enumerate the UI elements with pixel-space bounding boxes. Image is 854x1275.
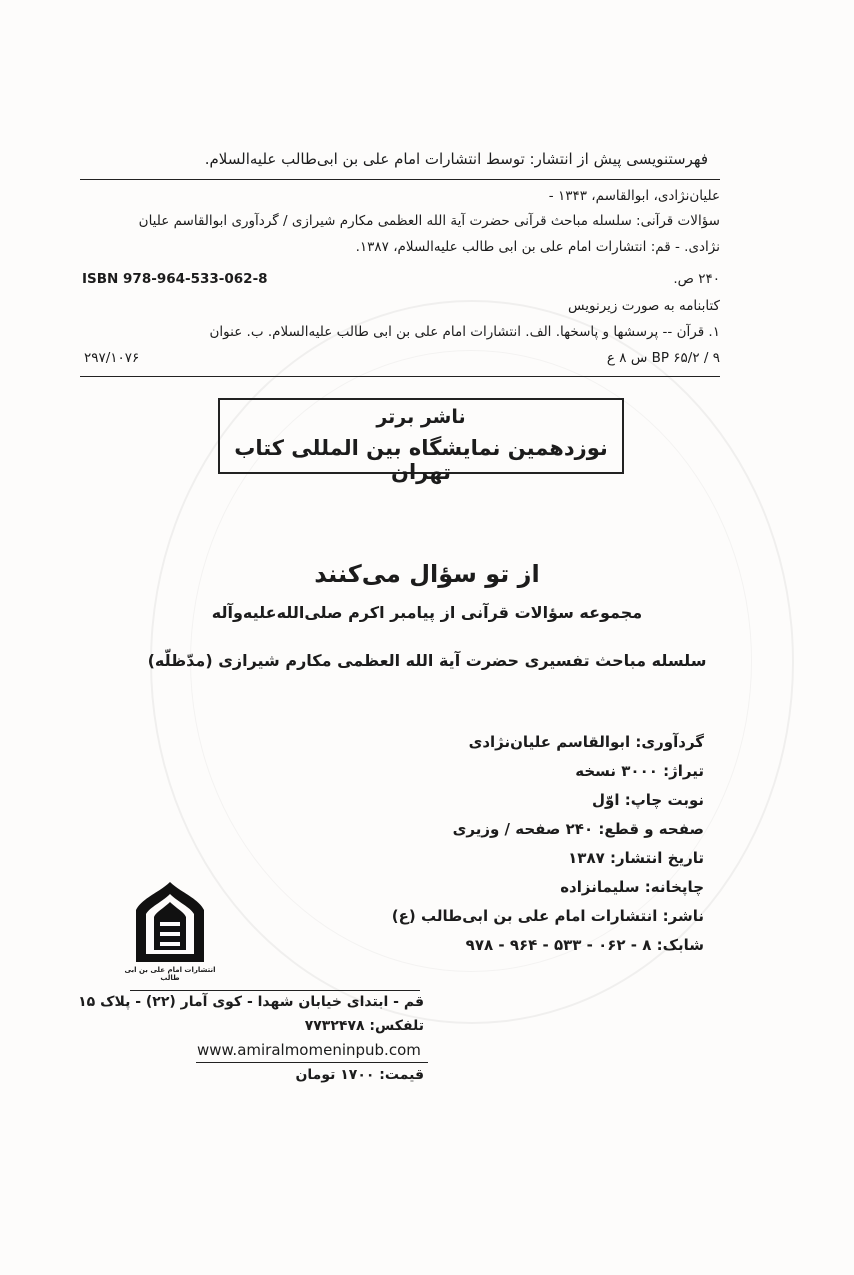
detail-print-run: تیراژ: ۳۰۰۰ نسخه [575,762,704,780]
cip-author: علیان‌نژادی، ابوالقاسم، ۱۳۴۳ - [548,188,720,204]
award-box [218,398,624,484]
cip-publication: نژادی. - قم: انتشارات امام علی بن ابی طالب علیه‌السلام، ۱۳۸۷. [355,239,720,255]
cip-top-rule [80,179,720,180]
book-series: سلسله مباحث تفسیری حضرت آیة الله العظمی مکارم شیرازی (مدّظلّه) [147,651,707,670]
publisher-logo-icon [124,880,216,982]
detail-printer: چاپخانه: سلیمانزاده [560,878,704,896]
cip-lc-class: BP ۶۵/۲ / ۹ س ۸ ع [606,350,720,366]
award-line2: نوزدهمین نمایشگاه بین المللی کتاب تهران [234,436,608,484]
cip-title: سؤالات قرآنی: سلسله مباحث قرآنی حضرت آیة الله العظمی مکارم شیرازی / گردآوری ابوالقاسم علیان [138,213,720,229]
footer-phone: تلفکس: ۷۷۳۲۴۷۸ [304,1018,424,1034]
cip-subjects: ۱. قرآن -- پرسشها و پاسخها. الف. انتشارات امام علی بن ابی طالب علیه‌السلام. ب. عنوان [209,324,720,340]
cip-bottom-rule [80,376,720,377]
award-line1: ناشر برتر [376,406,466,428]
footer-price: قیمت: ۱۷۰۰ تومان [295,1067,424,1083]
footer-website[interactable]: www.amiralmomeninpub.com [197,1041,421,1059]
detail-edition: نوبت چاپ: اوّل [592,791,704,809]
footer-mid-rule [196,1062,428,1063]
cip-notes: کتابنامه به صورت زیرنویس [568,298,720,314]
cip-header: فهرستنویسی پیش از انتشار: توسط انتشارات امام علی بن ابی‌طالب علیه‌السلام. [204,150,708,168]
logo-caption: انتشارات امام علی بن ابی طالب [124,966,216,982]
footer-top-rule [130,990,420,991]
detail-isbn: شابک: ۸ - ۰۶۲ - ۵۳۳ - ۹۶۴ - ۹۷۸ [465,936,704,954]
detail-publisher: ناشر: انتشارات امام علی بن ابی‌طالب (ع) [391,907,704,925]
book-subtitle: مجموعه سؤالات قرآنی از پیامبر اکرم صلی‌الله‌علیه‌وآله [211,603,643,622]
book-title: از تو سؤال می‌کنند [314,560,540,588]
cip-dewey: ۲۹۷/۱۰۷۶ [84,350,140,366]
detail-date: تاریخ انتشار: ۱۳۸۷ [568,849,704,867]
detail-format: صفحه و قطع: ۲۴۰ صفحه / وزیری [452,820,704,838]
detail-compiler: گردآوری: ابوالقاسم علیان‌نژادی [468,733,704,751]
footer-address: قم - ابتدای خیابان شهدا - کوی آمار (۲۲) - پلاک ۱۵ [78,994,424,1010]
cip-pages: ۲۴۰ ص. [673,271,720,287]
cip-isbn: ISBN 978-964-533-062-8 [82,271,268,287]
